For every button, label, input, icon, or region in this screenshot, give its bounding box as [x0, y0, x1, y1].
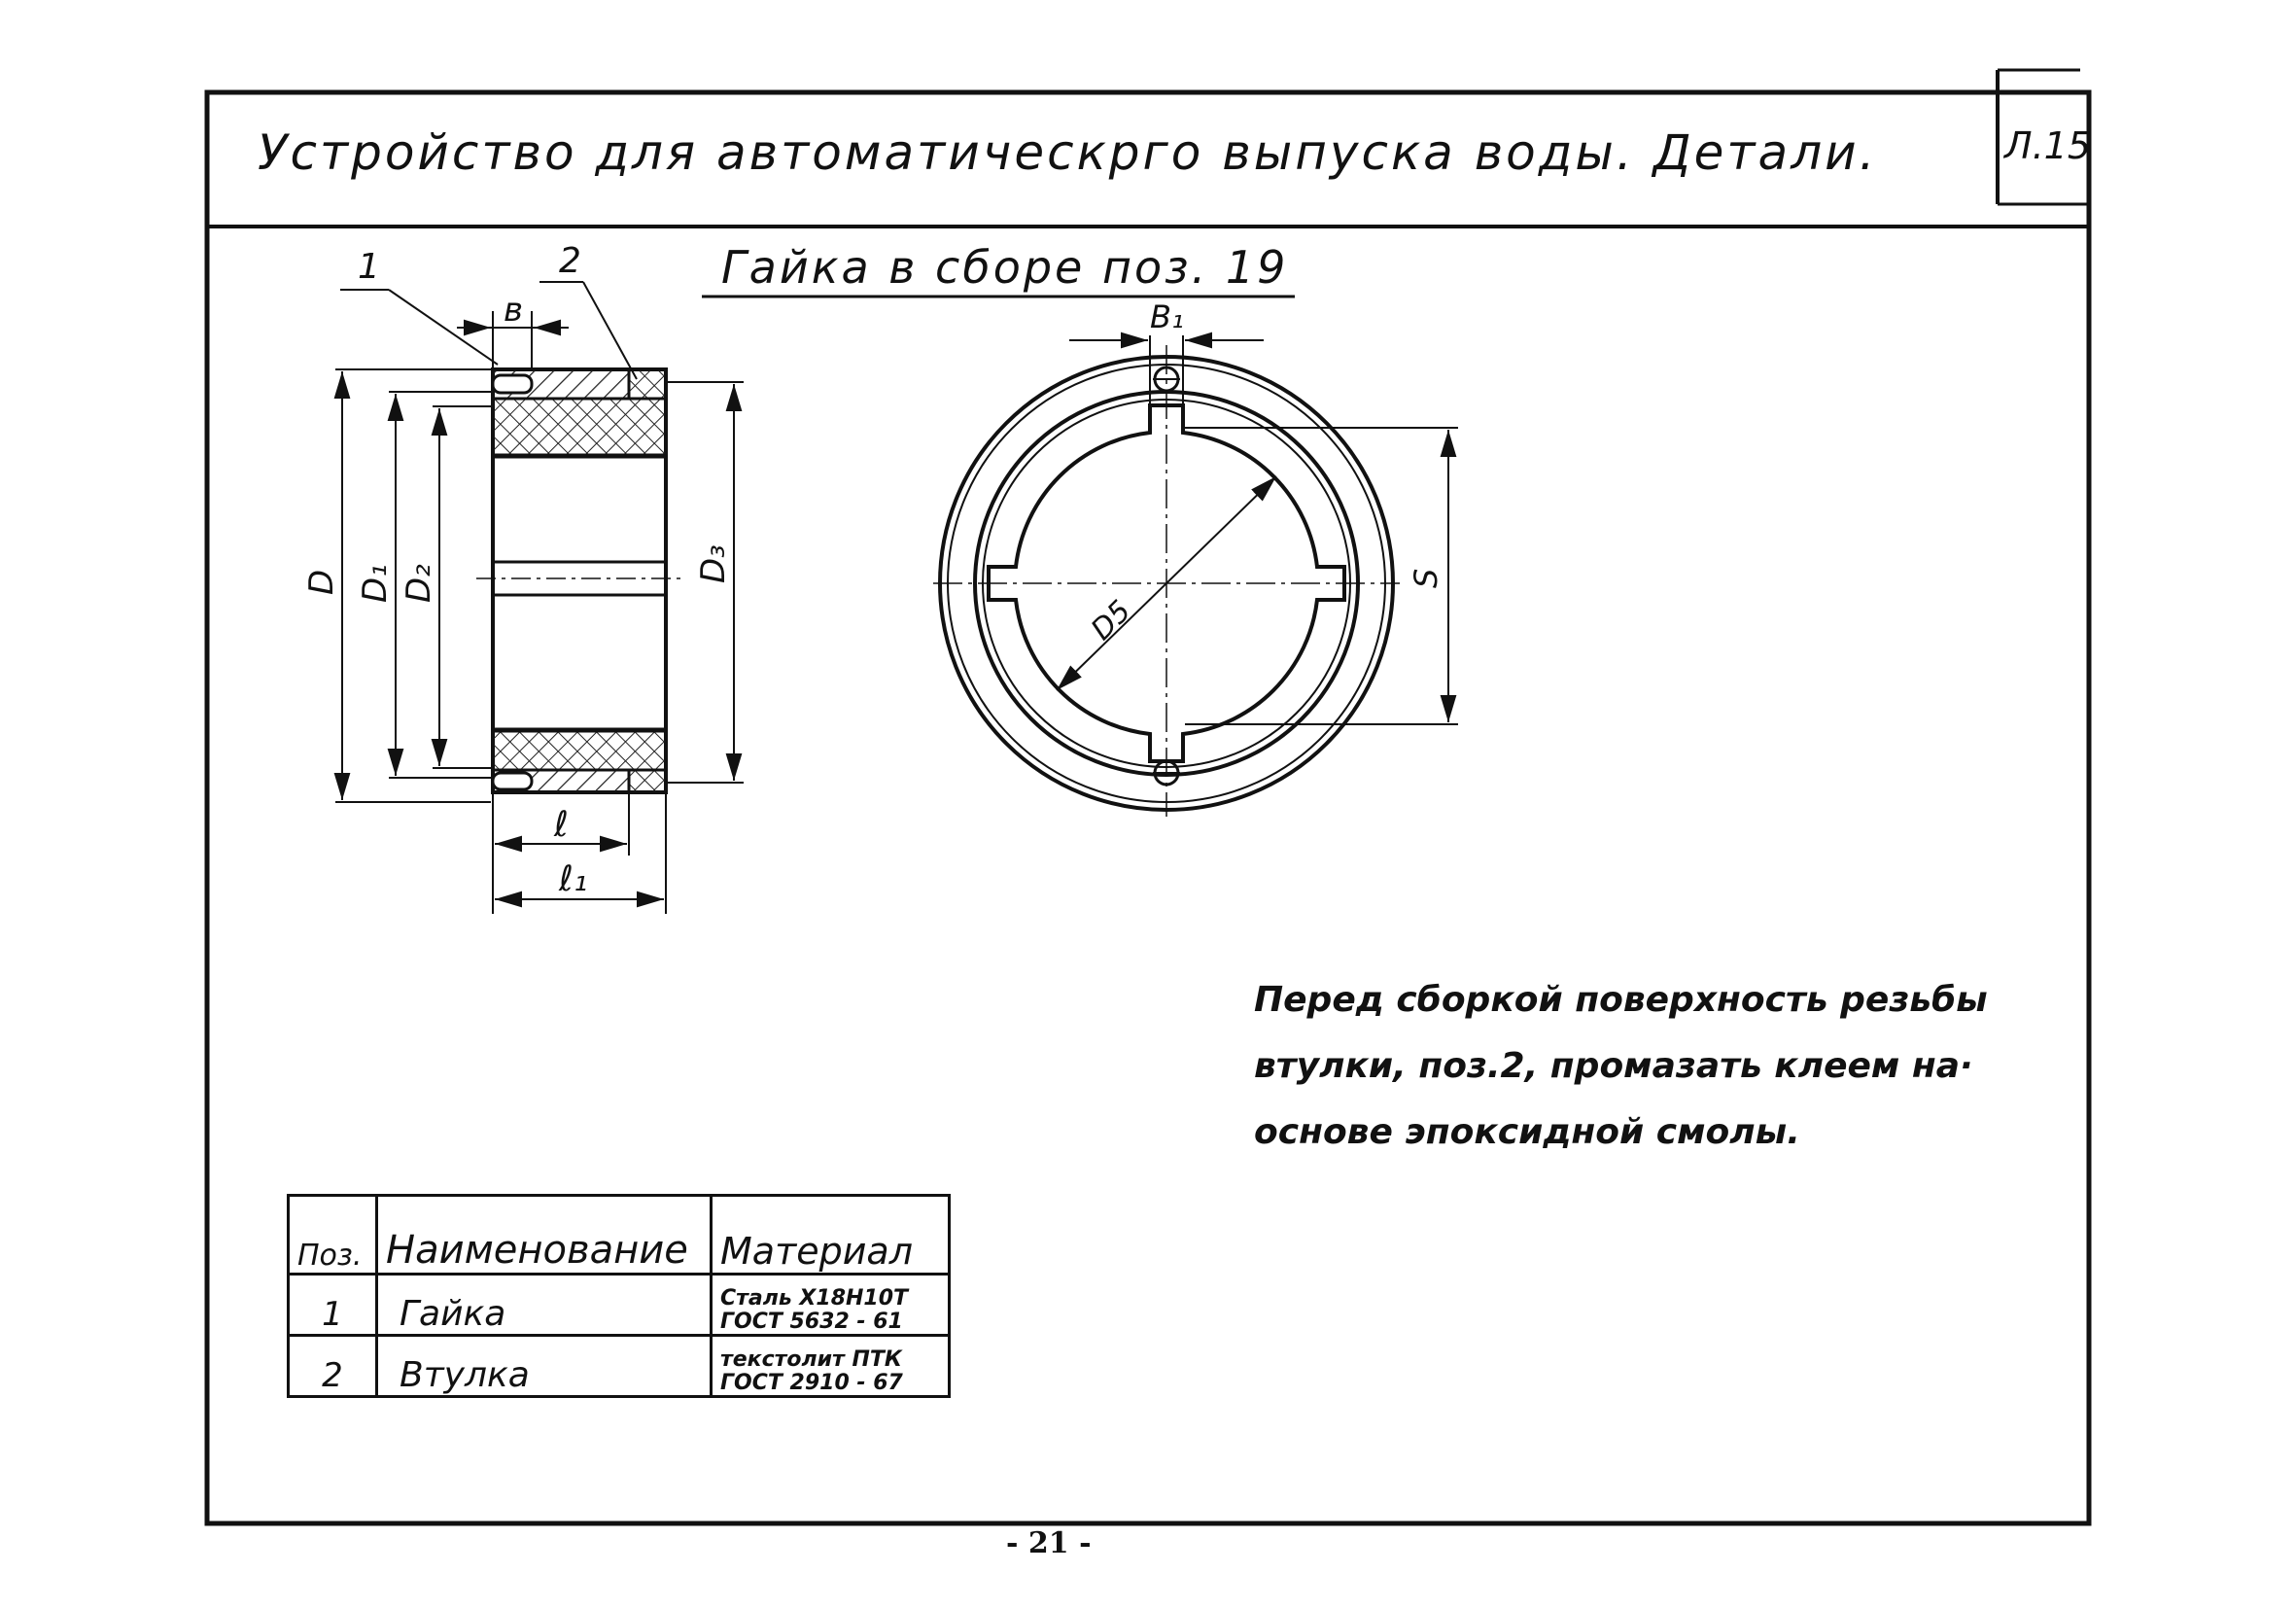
- dim-l-label: ℓ: [554, 805, 569, 845]
- assembly-note: [1254, 967, 2032, 1166]
- header-name: Наименование: [377, 1196, 712, 1275]
- dim-D3-label: D₃: [694, 544, 733, 583]
- material-line: Сталь Х18Н10Т: [720, 1286, 909, 1311]
- callout-1: 1: [358, 247, 380, 287]
- material-standard: ГОСТ 5632 - 61: [720, 1310, 903, 1334]
- table-row: [289, 1336, 950, 1397]
- page-number: - 21 -: [1006, 1526, 1092, 1560]
- dim-b-label: в: [504, 291, 524, 330]
- section-view: [476, 369, 685, 792]
- material-line: текстолит ПТК: [720, 1347, 902, 1372]
- note-line: втулки, поз.2, промазать клеем на·: [1254, 1046, 1973, 1086]
- dim-S-label: S: [1408, 568, 1444, 588]
- table-header-row: [289, 1196, 950, 1275]
- row-pos: 1: [289, 1275, 377, 1336]
- dim-l1-label: ℓ₁: [559, 859, 588, 899]
- dim-D5-label: D5: [1084, 594, 1138, 647]
- sleeve-lower-section: [493, 731, 666, 770]
- parts-table: [287, 1194, 951, 1398]
- dim-D-label: D: [302, 569, 341, 595]
- row-material: [712, 1275, 950, 1336]
- dim-D1-label: D₁: [356, 564, 395, 603]
- dim-D2-label: D₂: [400, 564, 438, 603]
- row-pos: 2: [289, 1336, 377, 1397]
- row-name: Гайка: [377, 1275, 712, 1336]
- sheet-number: Л.15: [2004, 124, 2092, 167]
- header-material: Материал: [712, 1196, 950, 1275]
- material-standard: ГОСТ 2910 - 67: [720, 1371, 903, 1395]
- row-name: Втулка: [377, 1336, 712, 1397]
- front-dimensions: [1057, 335, 1458, 724]
- table-row: [289, 1275, 950, 1336]
- header-pos: Поз.: [289, 1196, 377, 1275]
- note-line: основе эпоксидной смолы.: [1254, 1112, 1800, 1152]
- sheet-title: Устройство для автоматическрго выпуска воды. Детали.: [258, 124, 1878, 181]
- drawing-title: Гайка в сборе поз. 19: [721, 241, 1289, 294]
- front-view: [933, 345, 1400, 817]
- row-material: [712, 1336, 950, 1397]
- dim-B1-label: В₁: [1150, 298, 1184, 335]
- note-line: Перед сборкой поверхность резьбы: [1254, 980, 1988, 1020]
- callout-2: 2: [559, 241, 581, 281]
- sleeve-upper-section: [493, 399, 666, 455]
